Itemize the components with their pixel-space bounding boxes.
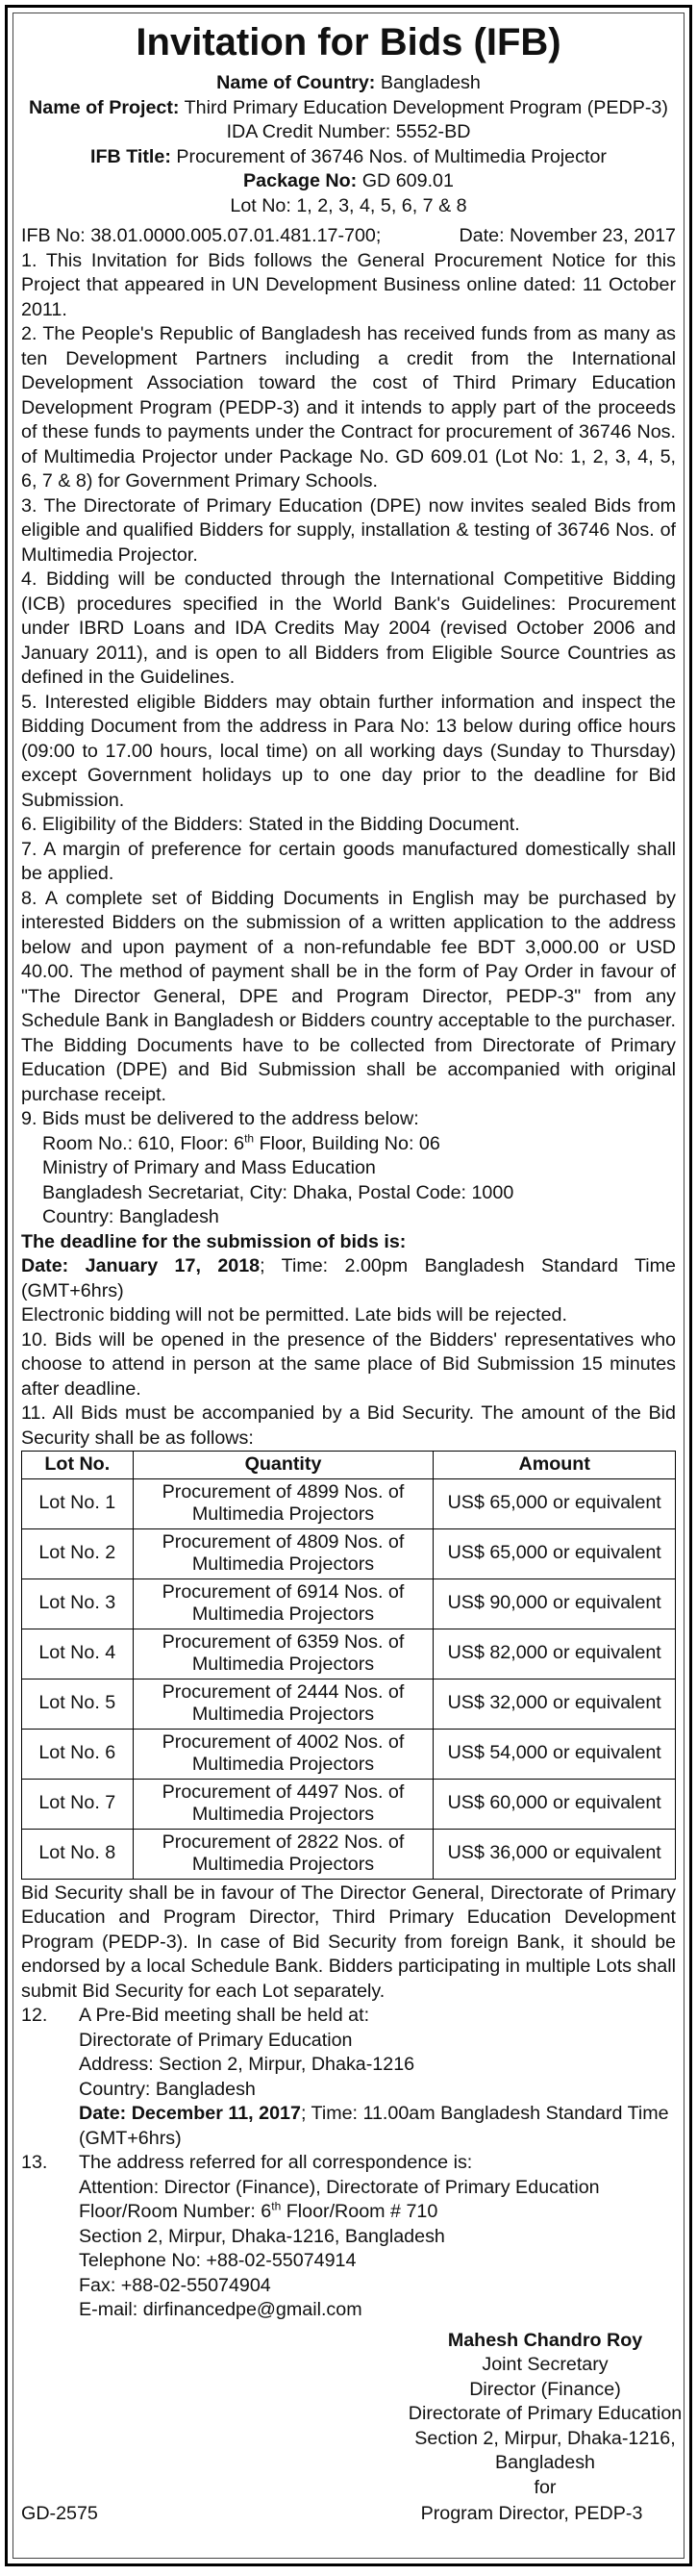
quantity-cell: Procurement of 6914 Nos. of Multimedia Projectors xyxy=(133,1578,434,1629)
delivery-secretariat: Bangladesh Secretariat, City: Dhaka, Postal Code: 1000 xyxy=(42,1181,514,1203)
page-title: Invitation for Bids (IFB) xyxy=(136,21,561,63)
package-label: Package No: xyxy=(243,170,358,191)
package-value: GD 609.01 xyxy=(361,170,454,191)
ifb-title-label: IFB Title: xyxy=(90,145,171,167)
lot-cell: Lot No. 5 xyxy=(22,1679,134,1729)
table-header-row xyxy=(22,1452,676,1479)
project-line xyxy=(21,96,676,121)
bid-security-note: Bid Security shall be in favour of The Director General, Directorate of Primary Education and Program Director, Third Primary Education Development Program (PEDP-3). In case of Bid Security from foreign Bank, it should be endorsed by a local Schedule Bank. Bidders participating in multiple Lots shall submit Bid Security for each Lot separately. xyxy=(21,1881,676,2002)
paragraph-5: 5. Interested eligible Bidders may obtain further information and inspect the Bidding Document from the address in Para No: 13 below during office hours (09:00 to 17.00 hours, local time) on all working days (Sunday to Thursday) except Government holidays up to one day prior to the deadline for Bid Submission. xyxy=(21,691,676,811)
telephone: Telephone No: +88-02-55074914 xyxy=(79,2250,357,2271)
quantity-cell: Procurement of 6359 Nos. of Multimedia Projectors xyxy=(133,1629,434,1679)
amount-cell: US$ 36,000 or equivalent xyxy=(434,1829,676,1879)
ifb-date: Date: November 23, 2017 xyxy=(459,225,676,246)
paragraph-4: 4. Bidding will be conducted through the International Competitive Bidding (ICB) procedures specified in the World Bank's Guidelines: Procurement under IBRD Loans and IDA Credits May 2004 (revised October 2006 and January 2011), and is open to all Bidders from Eligible Source Countries as defined in the Guidelines. xyxy=(21,568,676,688)
table-header: Lot No. xyxy=(22,1452,134,1479)
ifb-title-line xyxy=(21,145,676,170)
gd-code: GD-2575 xyxy=(21,2503,98,2524)
table-row xyxy=(22,1679,676,1729)
table-row xyxy=(22,1729,676,1779)
table-row xyxy=(22,1629,676,1679)
paragraph-6: 6. Eligibility of the Bidders: Stated in the Bidding Document. xyxy=(21,814,520,835)
project-label: Name of Project: xyxy=(29,96,180,118)
electronic-bidding-note: Electronic bidding will not be permitted. Late bids will be rejected. xyxy=(21,1304,567,1326)
paragraph-9: 9. Bids must be delivered to the address below: xyxy=(21,1108,419,1129)
lots-line: Lot No: 1, 2, 3, 4, 5, 6, 7 & 8 xyxy=(230,194,467,216)
ifb-notice xyxy=(5,5,692,2566)
paragraph-13 xyxy=(21,2151,676,2323)
paragraph-12 xyxy=(21,2004,676,2151)
deadline-line xyxy=(21,1254,676,1303)
table-row xyxy=(22,1779,676,1829)
paragraph-11: 11. All Bids must be accompanied by a Bid Security. The amount of the Bid Security shall be as follows: xyxy=(21,1402,676,1449)
lot-cell: Lot No. 1 xyxy=(22,1478,134,1528)
lot-cell: Lot No. 4 xyxy=(22,1629,134,1679)
quantity-cell: Procurement of 4497 Nos. of Multimedia Projectors xyxy=(133,1779,434,1829)
quantity-cell: Procurement of 4899 Nos. of Multimedia Projectors xyxy=(133,1478,434,1528)
delivery-address xyxy=(21,1132,676,1230)
amount-cell: US$ 32,000 or equivalent xyxy=(434,1679,676,1729)
deadline-date: Date: January 17, 2018 xyxy=(21,1255,261,1276)
lot-cell: Lot No. 2 xyxy=(22,1528,134,1578)
table-row xyxy=(22,1528,676,1578)
lot-cell: Lot No. 3 xyxy=(22,1578,134,1629)
email: E-mail: dirfinancedpe@gmail.com xyxy=(79,2299,362,2320)
quantity-cell: Procurement of 4809 Nos. of Multimedia Projectors xyxy=(133,1528,434,1578)
delivery-country: Country: Bangladesh xyxy=(42,1206,219,1227)
amount-cell: US$ 60,000 or equivalent xyxy=(434,1779,676,1829)
table-header: Amount xyxy=(434,1452,676,1479)
paragraph-13-number: 13. xyxy=(21,2152,48,2173)
paragraph-7: 7. A margin of preference for certain goods manufactured domestically shall be applied. xyxy=(21,838,676,884)
country-value: Bangladesh xyxy=(380,72,481,93)
table-header: Quantity xyxy=(133,1452,434,1479)
lot-cell: Lot No. 8 xyxy=(22,1829,134,1879)
bid-security-table xyxy=(21,1451,676,1880)
deadline-heading: The deadline for the submission of bids is: xyxy=(21,1230,407,1252)
reference-line xyxy=(21,224,676,249)
delivery-room: Room No.: 610, Floor: 6th Floor, Building No: 06 xyxy=(42,1130,440,1154)
paragraph-10: 10. Bids will be opened in the presence of the Bidders' representatives who choose to attend in person at the same place of Bid Submission 15 minutes after deadline. xyxy=(21,1328,676,1400)
program-director: Program Director, PEDP-3 xyxy=(420,2503,643,2524)
table-row xyxy=(22,1829,676,1879)
ifb-number: IFB No: 38.01.0000.005.07.01.481.17-700; xyxy=(21,225,382,246)
paragraph-8: 8. A complete set of Bidding Documents in English may be purchased by interested Bidders on the submission of a written application to the address below and upon payment of a non-refundable fee BDT 3,000.00 or USD 40.00. The method of payment shall be in the form of Pay Order in favour of "The Director General, DPE and Program Director, PEDP-3" from any Schedule Bank in Bangladesh or Bidders country acceptable to the purchaser. The Bidding Documents have to be collected from Directorate of Primary Education (DPE) and Bid Submission shall be accompanied with original purchase receipt. xyxy=(21,887,676,1105)
amount-cell: US$ 82,000 or equivalent xyxy=(434,1629,676,1679)
amount-cell: US$ 54,000 or equivalent xyxy=(434,1729,676,1779)
deadline-time: ; Time: 2.00pm Bangladesh Standard Time (GMT+6hrs) xyxy=(21,1255,676,1301)
pre-bid-date: Date: December 11, 2017 xyxy=(79,2103,301,2124)
amount-cell: US$ 65,000 or equivalent xyxy=(434,1478,676,1528)
delivery-ministry: Ministry of Primary and Mass Education xyxy=(42,1157,376,1178)
lot-cell: Lot No. 6 xyxy=(22,1729,134,1779)
fax: Fax: +88-02-55074904 xyxy=(79,2274,271,2296)
paragraph-1: 1. This Invitation for Bids follows the General Procurement Notice for this Project that appeared in UN Development Business online dated: 11 October 2011. xyxy=(21,249,676,320)
paragraph-13-body: The address referred for all correspondence is: Attention: Director (Finance), Directorate of Primary Education Floor/Room Number: 6th Floor/Room # 710 Section 2, Mirpur, Dhaka-1216, Bangladesh Telephone No: +88-02-55074914 Fax: +88-02-55074904 E-mail: dirfinancedpe@gmail.com xyxy=(79,2151,676,2323)
table-row xyxy=(22,1478,676,1528)
paragraph-12-body: A Pre-Bid meeting shall be held at: Directorate of Primary Education Address: Section 2, Mirpur, Dhaka-1216 Country: Bangladesh Date: December 11, 2017; Time: 11.00am Bangladesh Standard Time (GMT+6hrs) xyxy=(79,2005,669,2149)
signatory-name: Mahesh Chandro Roy xyxy=(447,2329,643,2351)
quantity-cell: Procurement of 2822 Nos. of Multimedia Projectors xyxy=(133,1829,434,1879)
paragraph-12-number: 12. xyxy=(21,2005,48,2026)
amount-cell: US$ 65,000 or equivalent xyxy=(434,1528,676,1578)
quantity-cell: Procurement of 2444 Nos. of Multimedia Projectors xyxy=(133,1679,434,1729)
package-line xyxy=(21,169,676,194)
ifb-title-value: Procurement of 36746 Nos. of Multimedia Projector xyxy=(176,145,607,167)
amount-cell: US$ 90,000 or equivalent xyxy=(434,1578,676,1629)
project-value: Third Primary Education Development Program (PEDP-3) xyxy=(184,96,668,118)
quantity-cell: Procurement of 4002 Nos. of Multimedia Projectors xyxy=(133,1729,434,1779)
signature-block: Mahesh Chandro Roy Joint Secretary Director (Finance) Directorate of Primary Education Section 2, Mirpur, Dhaka-1216, Bangladesh for xyxy=(401,2329,689,2501)
paragraph-2: 2. The People's Republic of Bangladesh has received funds from as many as ten Development Partners including a credit from the International Development Association toward the cost of Third Primary Education Development Program (PEDP-3) and it intends to apply part of the proceeds of these funds to payments under the Contract for procurement of 36746 Nos. of Multimedia Projector under Package No. GD 609.01 (Lot No: 1, 2, 3, 4, 5, 6, 7 & 8) for Government Primary Schools. xyxy=(21,323,676,492)
paragraph-3: 3. The Directorate of Primary Education (DPE) now invites sealed Bids from eligible and qualified Bidders for supply, installation & testing of 36746 Nos. of Multimedia Projector. xyxy=(21,494,676,566)
table-row xyxy=(22,1578,676,1629)
country-line xyxy=(21,71,676,96)
country-label: Name of Country: xyxy=(216,72,376,93)
footer-line xyxy=(21,2502,676,2527)
lot-cell: Lot No. 7 xyxy=(22,1779,134,1829)
ida-credit: IDA Credit Number: 5552-BD xyxy=(226,121,471,142)
